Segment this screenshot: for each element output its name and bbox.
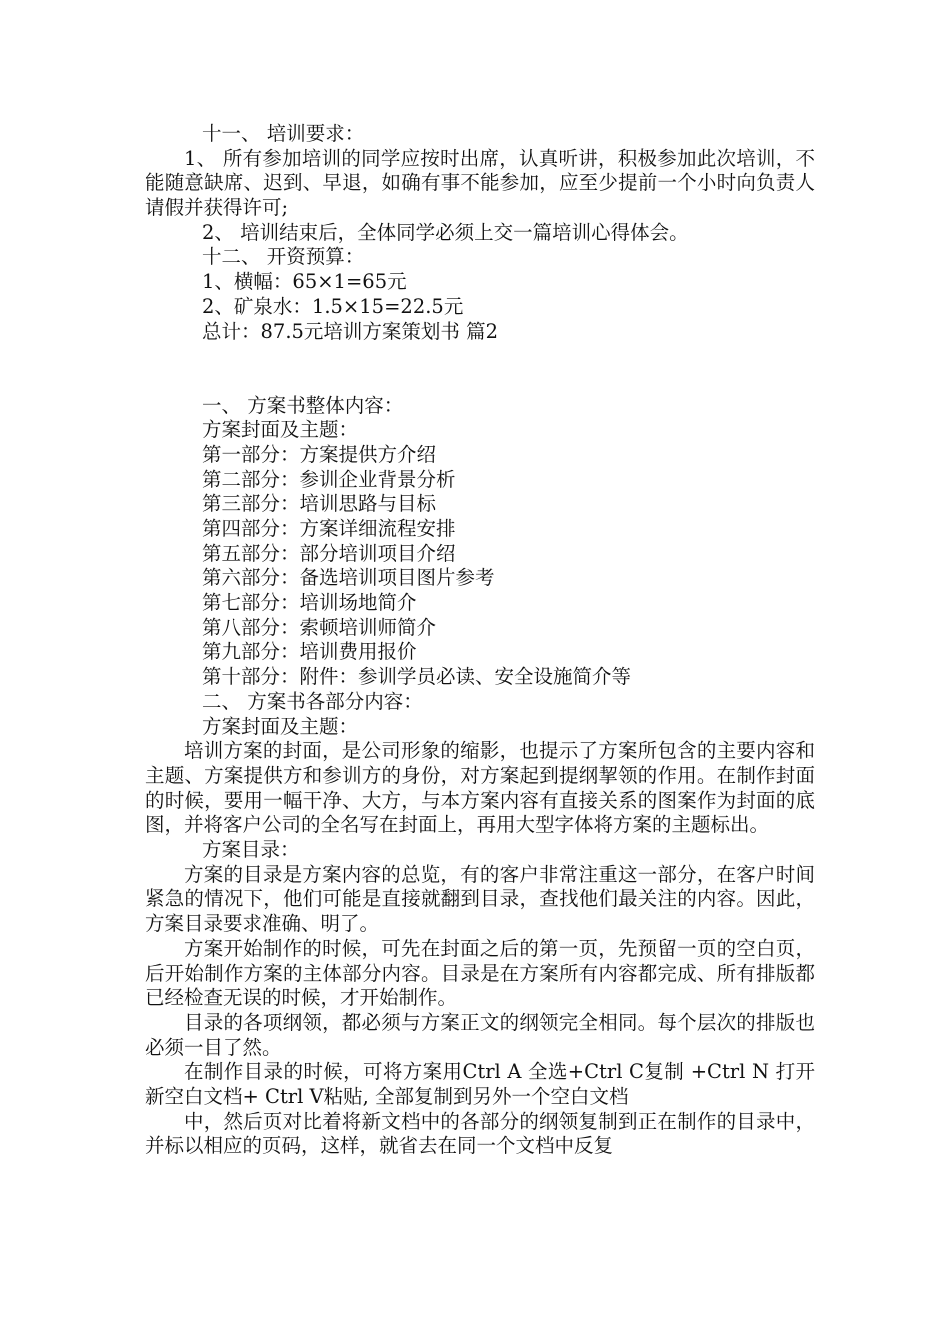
outline-item: 第二部分：参训企业背景分析 (202, 467, 456, 491)
section-11-item-2: 2、 培训结束后，全体同学必须上交一篇培训心得体会。 (202, 220, 689, 244)
outline-item: 第九部分：培训费用报价 (202, 640, 417, 664)
toc-paragraph: 方案开始制作的时候，可先在封面之后的第一页，先预留一页的空白页，后开始制作方案的主体部分内容。目录是在方案所有内容都完成、所有排版都已经检查无误的时候，才开始制作。 (145, 936, 815, 1010)
outline-item: 第十部分：附件：参训学员必读、安全设施简介等 (202, 665, 632, 689)
budget-item-banner: 1、横幅：65×1=65元 (202, 270, 407, 294)
outline-item: 第三部分：培训思路与目标 (202, 492, 437, 516)
budget-item-water: 2、矿泉水：1.5×15=22.5元 (202, 294, 464, 318)
toc-paragraph: 中，然后页对比着将新文档中的各部分的纲领复制到正在制作的目录中，并标以相应的页码，这样，就省去在同一个文档中反复 (145, 1109, 815, 1158)
toc-heading: 方案目录： (202, 838, 300, 862)
section-11-heading: 十一、 培训要求： (202, 122, 365, 145)
toc-paragraph: 方案的目录是方案内容的总览，有的客户非常注重这一部分，在客户时间紧急的情况下，他们可能是直接就翻到目录，查找他们最关注的内容。因此，方案目录要求准确、明了。 (145, 862, 815, 936)
document-body (145, 122, 815, 1159)
toc-paragraph: 在制作目录的时候，可将方案用Ctrl A 全选+Ctrl C复制 +Ctrl N 打开新空白文档+ Ctrl V粘贴, 全部复制到另外一个空白文档 (145, 1060, 815, 1109)
outline-item: 第四部分：方案详细流程安排 (202, 517, 456, 541)
cover-paragraph: 培训方案的封面，是公司形象的缩影，也提示了方案所包含的主要内容和主题、方案提供方和参训方的身份，对方案起到提纲挈领的作用。在制作封面的时候，要用一幅干净、大方，与本方案内容有直接关系的图案作为封面的底图，并将客户公司的全名写在封面上，再用大型字体将方案的主题标出。 (145, 739, 815, 837)
part-1-heading: 一、 方案书整体内容： (202, 393, 404, 417)
section-12-heading: 十二、 开资预算： (202, 245, 365, 269)
outline-item: 第八部分：索顿培训师简介 (202, 615, 437, 639)
part-2-heading: 二、 方案书各部分内容： (202, 689, 423, 713)
cover-topic-label: 方案封面及主题： (202, 418, 359, 442)
outline-item: 第五部分：部分培训项目介绍 (202, 541, 456, 565)
blank-line (145, 369, 815, 394)
cover-topic-label: 方案封面及主题： (202, 714, 359, 738)
outline-item: 第六部分：备选培训项目图片参考 (202, 566, 495, 590)
blank-line (145, 344, 815, 369)
outline-item: 第一部分：方案提供方介绍 (202, 442, 437, 466)
budget-total: 总计：87.5元培训方案策划书 篇2 (202, 319, 499, 343)
toc-paragraph: 目录的各项纲领，都必须与方案正文的纲领完全相同。每个层次的排版也必须一目了然。 (145, 1010, 815, 1059)
outline-item: 第七部分：培训场地简介 (202, 591, 417, 615)
section-11-item-1: 1、 所有参加培训的同学应按时出席，认真听讲，积极参加此次培训，不能随意缺席、迟到、早退，如确有事不能参加，应至少提前一个小时向负责人请假并获得许可; (145, 146, 815, 220)
